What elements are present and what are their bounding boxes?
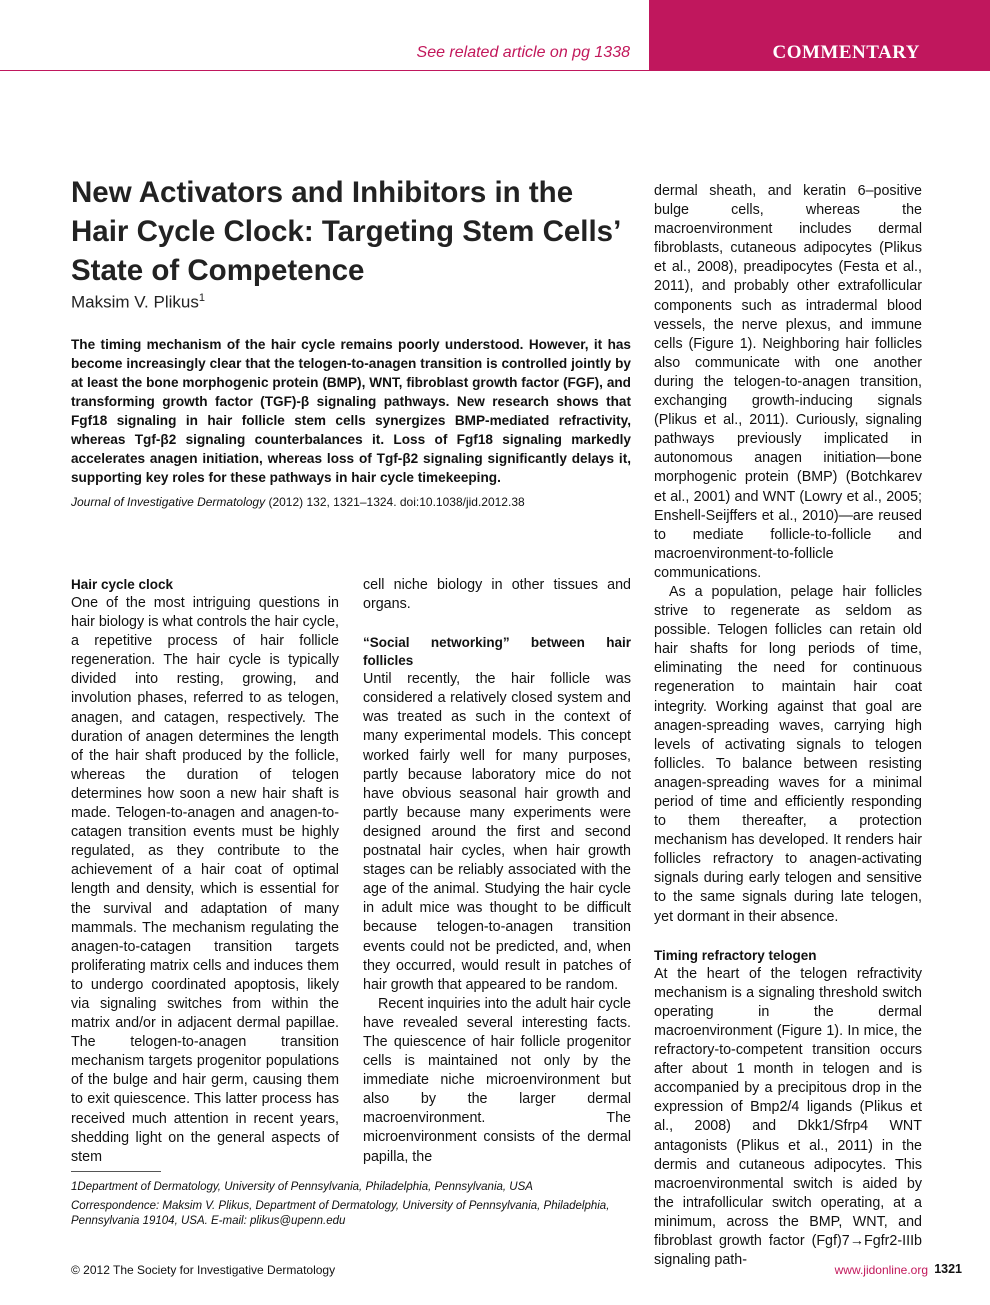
paragraph: Until recently, the hair follicle was considered a relatively closed system and was treated as such in the context of many experimental models. This concept worked fairly well for many purposes, partly because laboratory mice do not have obvious seasonal hair growth and partly because many experiments were designed around the first and second postnatal hair cycles, when hair growth stages can be reliably associated with the age of the animal. Studying the hair cycle in adult mice was thought to be difficult because telogen-to-anagen transition events could not be predicted, and, when they occurred, would result in patches of hair growth that appeared to be random.	[363, 671, 631, 993]
paragraph: One of the most intriguing questions in hair biology is what controls the hair cycle, a repetitive process of hair follicle regeneration. The hair cycle is typically divided into resting, growing, and involution phases, referred to as telogen, anagen, and catagen, respectively. The duration of anagen determines the length of the hair shaft produced by the follicle, whereas the duration of telogen determines how soon a new hair shaft is made. Telogen-to-anagen and anagen-to-catagen transition events must be highly regulated, as they contribute to the achievement of a hair coat of optimal length and density, which is essential for the survival and adaptation of many mammals. The mechanism regulating the anagen-to-catagen transition targets proliferating matrix cells and induces them to undergo coordinated apoptosis, likely via signaling switches from within the matrix and/or in adjacent dermal papillae. The telogen-to-anagen transition mechanism targets progenitor populations of the bulge and hair germ, causing them to exit quiescence. This latter process has received much attention in recent years, shedding light on the general aspects of stem	[71, 595, 339, 1165]
section-heading-hair-cycle-clock: Hair cycle clock	[71, 577, 174, 592]
citation-journal: Journal of Investigative Dermatology	[71, 495, 266, 509]
section-heading-timing-refractory-telogen: Timing refractory telogen	[654, 947, 817, 963]
citation-details: (2012) 132, 1321–1324. doi:10.1038/jid.2012.38	[265, 495, 525, 509]
page-number: 1321	[934, 1262, 962, 1276]
journal-url-link[interactable]: www.jidonline.org	[834, 1263, 928, 1277]
affiliation-footnote: 1Department of Dermatology, University of Pennsylvania, Philadelphia, Pennsylvania, USA	[71, 1181, 533, 1193]
related-article-link[interactable]: See related article on pg 1338	[416, 44, 630, 61]
paragraph: cell niche biology in other tissues and organs.	[363, 577, 631, 613]
abstract: The timing mechanism of the hair cycle remains poorly understood. However, it has become increasingly clear that the telogen-to-anagen transition is controlled jointly by at least the bone morphogenic protein (BMP), WNT, fibroblast growth factor (FGF), and transforming growth factor (TGF)-β signaling pathways. New research shows that Fgf18 signaling in hair follicle stem cells synergizes BMP-mediated refractivity, whereas Tgf-β2 signaling counterbalances it. Loss of Fgf18 signaling markedly accelerates anagen initiation, whereas loss of Tgf-β2 signaling significantly delays it, supporting key roles for these pathways in hair cycle timekeeping.	[71, 337, 631, 485]
author-line	[71, 292, 205, 313]
citation	[71, 495, 631, 509]
section-heading-social-networking: “Social networking” between hair follicles	[363, 635, 631, 669]
header-rule	[0, 70, 990, 71]
paragraph: Recent inquiries into the adult hair cycle have revealed several interesting facts. The quiescence of hair follicle progenitor cells is maintained not only by the immediate niche microenvironment but also by the larger dermal macroenvironment. The microenvironment consists of the dermal papilla, the	[363, 995, 631, 1165]
footnote-rule	[71, 1171, 161, 1172]
body-column-2	[363, 576, 631, 1167]
author-affiliation-mark: 1	[198, 292, 205, 304]
paragraph: At the heart of the telogen refractivity mechanism is a signaling threshold switch operating in the dermal macroenvironment (Figure 1). In mice, the refractory-to-competent transition occurs after about 1 month in telogen and is accompanied by a precipitous drop in the expression of Bmp2/4 ligands (Plikus et al., 2008) and Dkk1/Sfrp4 WNT antagonists (Plikus et al., 2011) in the dermis and cutaneous adipocytes. This macroenvironmental switch is aided by the intrafollicular switch operating, at a minimum, across the BMP, WNT, and fibroblast growth factor (Fgf)7→Fgfr2-IIIb signaling path-	[654, 965, 922, 1269]
author-name: Maksim V. Plikus	[71, 292, 199, 312]
section-label: COMMENTARY	[772, 42, 920, 63]
footnotes	[71, 1180, 631, 1233]
copyright: © 2012 The Society for Investigative Dermatology	[71, 1263, 336, 1277]
paragraph: As a population, pelage hair follicles strive to regenerate as seldom as possible. Telogen follicles can retain old hair shafts for long periods of time, eliminating the need for continuous regeneration to maintain hair coat integrity. Working against that goal are anagen-spreading waves, carrying high levels of activating signals to telogen follicles. To balance between resisting anagen-spreading waves for a minimal period of time and efficiently responding to them thereafter, a protection mechanism has developed. It renders hair follicles refractory to anagen-activating signals during early telogen and sensitive to the same signals during late telogen, yet dormant in their absence.	[654, 583, 922, 925]
body-column-3	[654, 182, 922, 1270]
paragraph: dermal sheath, and keratin 6–positive bulge cells, whereas the macroenvironment includes dermal fibroblasts, cutaneous adipocytes (Plikus et al., 2008), preadipocytes (Festa et al., 2011), and probably other extrafollicular components such as intradermal blood vessels, the nerve plexus, and immune cells (Figure 1). Neighboring hair follicles also communicate with one another during the telogen-to-anagen transition, exchanging growth-inducing signals (Plikus et al., 2011). Curiously, signaling pathways previously implicated in autonomous anagen initiation—bone morphogenic protein (BMP) (Botchkarev et al., 2001) and WNT (Lowry et al., 2005; Enshell-Seijffers et al., 2010)—are reused to mediate follicle-to-follicle and macroenvironment-to-follicle communications.	[654, 183, 922, 581]
body-column-1	[71, 576, 339, 1167]
section-banner	[649, 0, 990, 70]
correspondence-footnote: Correspondence: Maksim V. Plikus, Department of Dermatology, University of Pennsylvania, Philadelphia, Pennsylvania 19104, USA. E-mail: plikus@upenn.edu	[71, 1200, 610, 1227]
article-title: New Activators and Inhibitors in the Hair Cycle Clock: Targeting Stem Cells’ State of Competence	[71, 176, 620, 287]
